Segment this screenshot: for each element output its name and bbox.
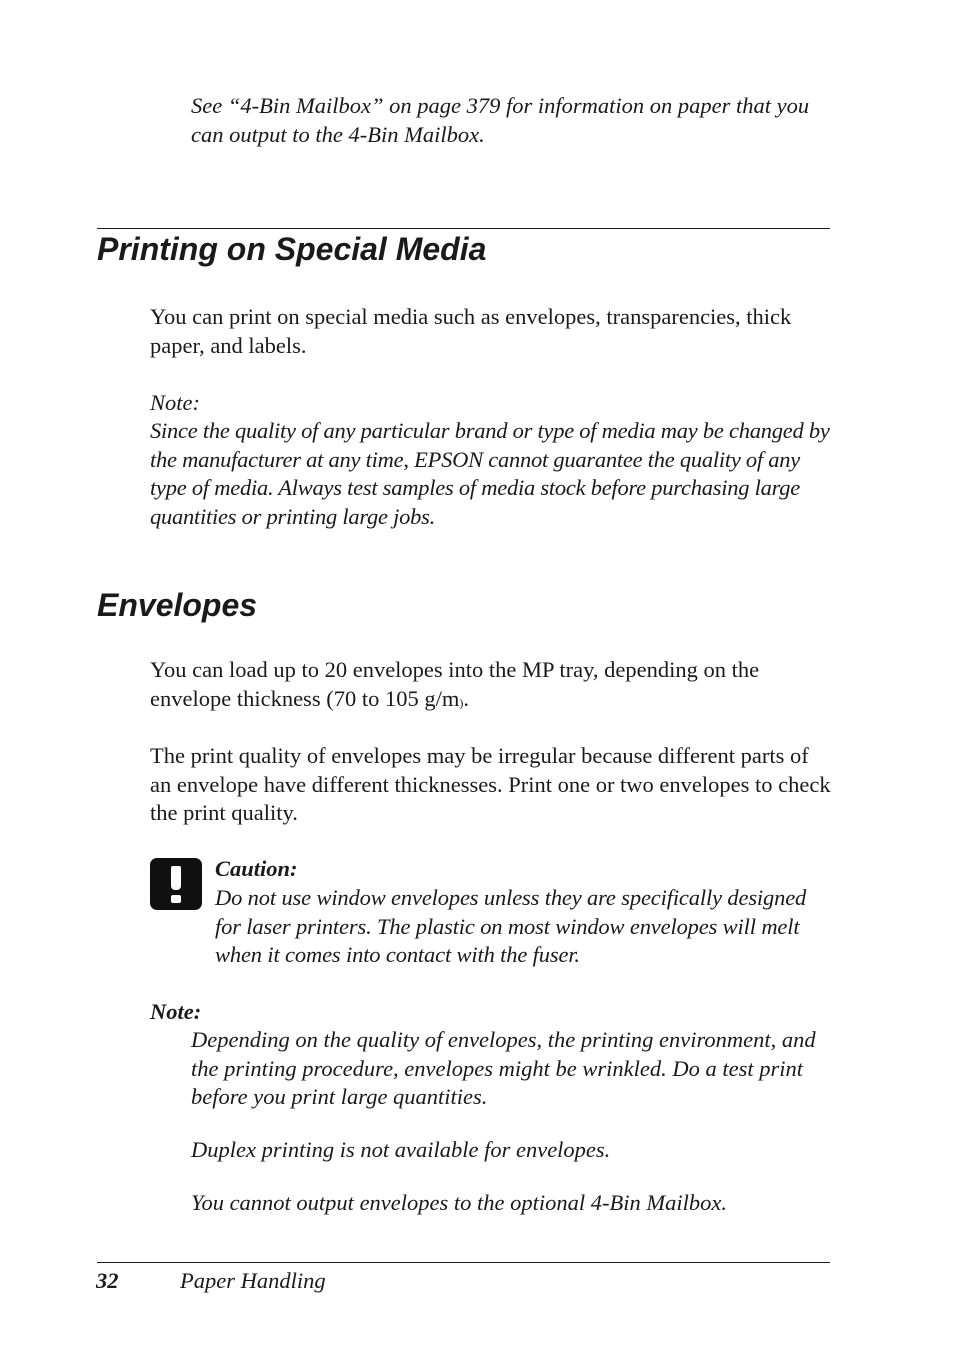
section-heading: Printing on Special Media [97,231,487,267]
envelopes-paragraph-quality: The print quality of envelopes may be irregular because different parts of an envelope have different thicknesses. Print one or two envelopes to check the print quality. [150,743,831,826]
envelopes-note-item: Duplex printing is not available for envelopes. [191,1137,611,1162]
section-note-label: Note: [150,390,200,415]
page-number: 32 [96,1268,119,1293]
intro-note: See “4-Bin Mailbox” on page 379 for information on paper that you can output to the 4-Bin Mailbox. [191,93,810,147]
section-note-text: Since the quality of any particular brand or type of media may be changed by the manufacturer at any time, EPSON cannot guarantee the quality of any type of media. Always test samples of media stock before purchasing large quantities or printing large jobs. [150,418,830,529]
footer-rule [97,1262,830,1263]
envelopes-paragraph-capacity-end: . [463,685,469,711]
envelopes-paragraph-capacity-text: You can load up to 20 envelopes into the MP tray, depending on the envelope thickness (70 to 105 g/m [150,657,760,711]
caution-icon [150,858,202,910]
envelopes-note-label: Note: [150,999,202,1024]
caution-label: Caution: [215,856,298,881]
envelopes-note-item: You cannot output envelopes to the optional 4-Bin Mailbox. [191,1190,727,1215]
section-intro-paragraph: You can print on special media such as envelopes, transparencies, thick paper, and labels. [150,304,792,358]
envelopes-heading: Envelopes [97,587,258,623]
envelopes-paragraph-capacity [150,656,832,716]
caution-text: Do not use window envelopes unless they are specifically designed for laser printers. The plastic on most window envelopes will melt when it comes into contact with the fuser. [215,885,807,968]
envelopes-note-item: Depending on the quality of envelopes, the printing environment, and the printing procedure, envelopes might be wrinkled. Do a test print before you print large quantities. [191,1027,816,1110]
unit-superscript: ) [459,695,464,710]
chapter-title: Paper Handling [180,1268,326,1293]
